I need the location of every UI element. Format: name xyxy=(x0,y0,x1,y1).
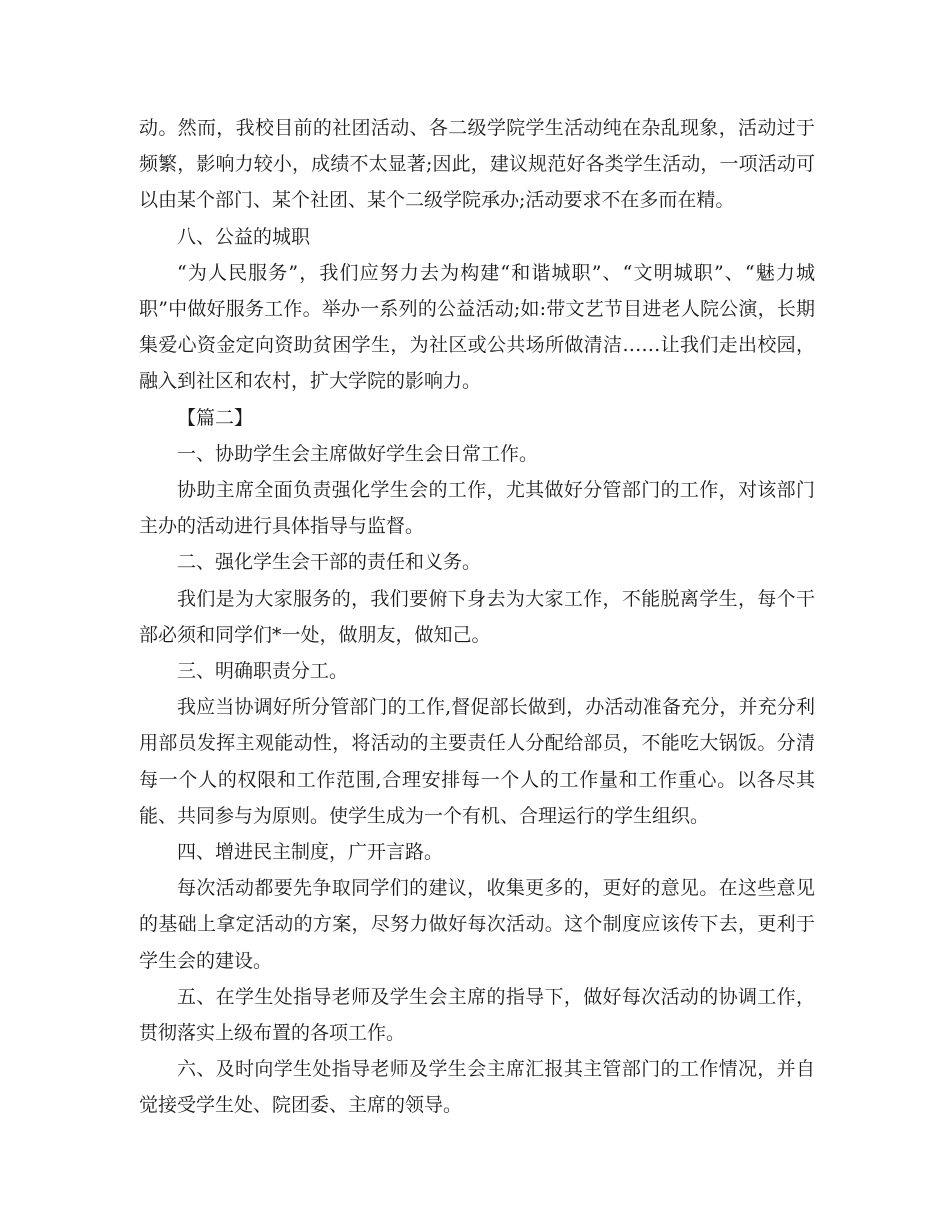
paragraph-3: 我应当协调好所分管部门的工作,督促部长做到，办活动准备充分，并充分利用部员发挥主观能动性，将活动的主要责任人分配给部员，不能吃大锅饭。分清每一个人的权限和工作范围,合理安排每一个人的工作量和工作重心。以各尽其能、共同参与为原则。使学生成为一个有机、合理运行的学生组织。 xyxy=(139,696,815,827)
paragraph-continuation: 动。然而，我校目前的社团活动、各二级学院学生活动纯在杂乱现象，活动过于频繁，影响力较小，成绩不太显著;因此，建议规范好各类学生活动，一项活动可以由某个部门、某个社团、某个二级学院承办;活动要求不在多而在精。 xyxy=(139,117,815,212)
section-heading-charity: 八、公益的城职 xyxy=(177,225,311,248)
section-6: 六、及时向学生处指导老师及学生会主席汇报其主管部门的工作情况，并自觉接受学生处、院团委、主席的领导。 xyxy=(139,1058,815,1117)
section-heading-3: 三、明确职责分工。 xyxy=(177,660,349,683)
paragraph-2: 我们是为大家服务的，我们要俯下身去为大家工作，不能脱离学生，每个干部必须和同学们*一处，做朋友，做知己。 xyxy=(139,587,815,646)
document-body xyxy=(139,110,815,1124)
section-5: 五、在学生处指导老师及学生会主席的指导下，做好每次活动的协调工作，贯彻落实上级布置的各项工作。 xyxy=(139,985,815,1045)
paragraph-4: 每次活动都要先争取同学们的建议，收集更多的，更好的意见。在这些意见的基础上拿定活动的方案，尽努力做好每次活动。这个制度应该传下去，更利于学生会的建设。 xyxy=(139,877,815,972)
section-heading-2: 二、强化学生会干部的责任和义务。 xyxy=(177,551,482,574)
paragraph-charity: “为人民服务”，我们应努力去为构建“和谐城职”、“文明城职”、“魅力城职”中做好服务工作。举办一系列的公益活动;如:带文艺节目进老人院公演，长期集爱心资金定向资助贫困学生，为社区或公共场所做清洁……让我们走出校园，融入到社区和农村，扩大学院的影响力。 xyxy=(139,261,815,393)
section-heading-4: 四、增进民主制度，广开言路。 xyxy=(177,841,444,864)
section-heading-1: 一、协助学生会主席做好学生会日常工作。 xyxy=(177,442,539,465)
paragraph-1: 协助主席全面负责强化学生会的工作，尤其做好分管部门的工作，对该部门主办的活动进行具体指导与监督。 xyxy=(139,479,815,538)
part-heading-two: 【篇二】 xyxy=(177,406,254,429)
